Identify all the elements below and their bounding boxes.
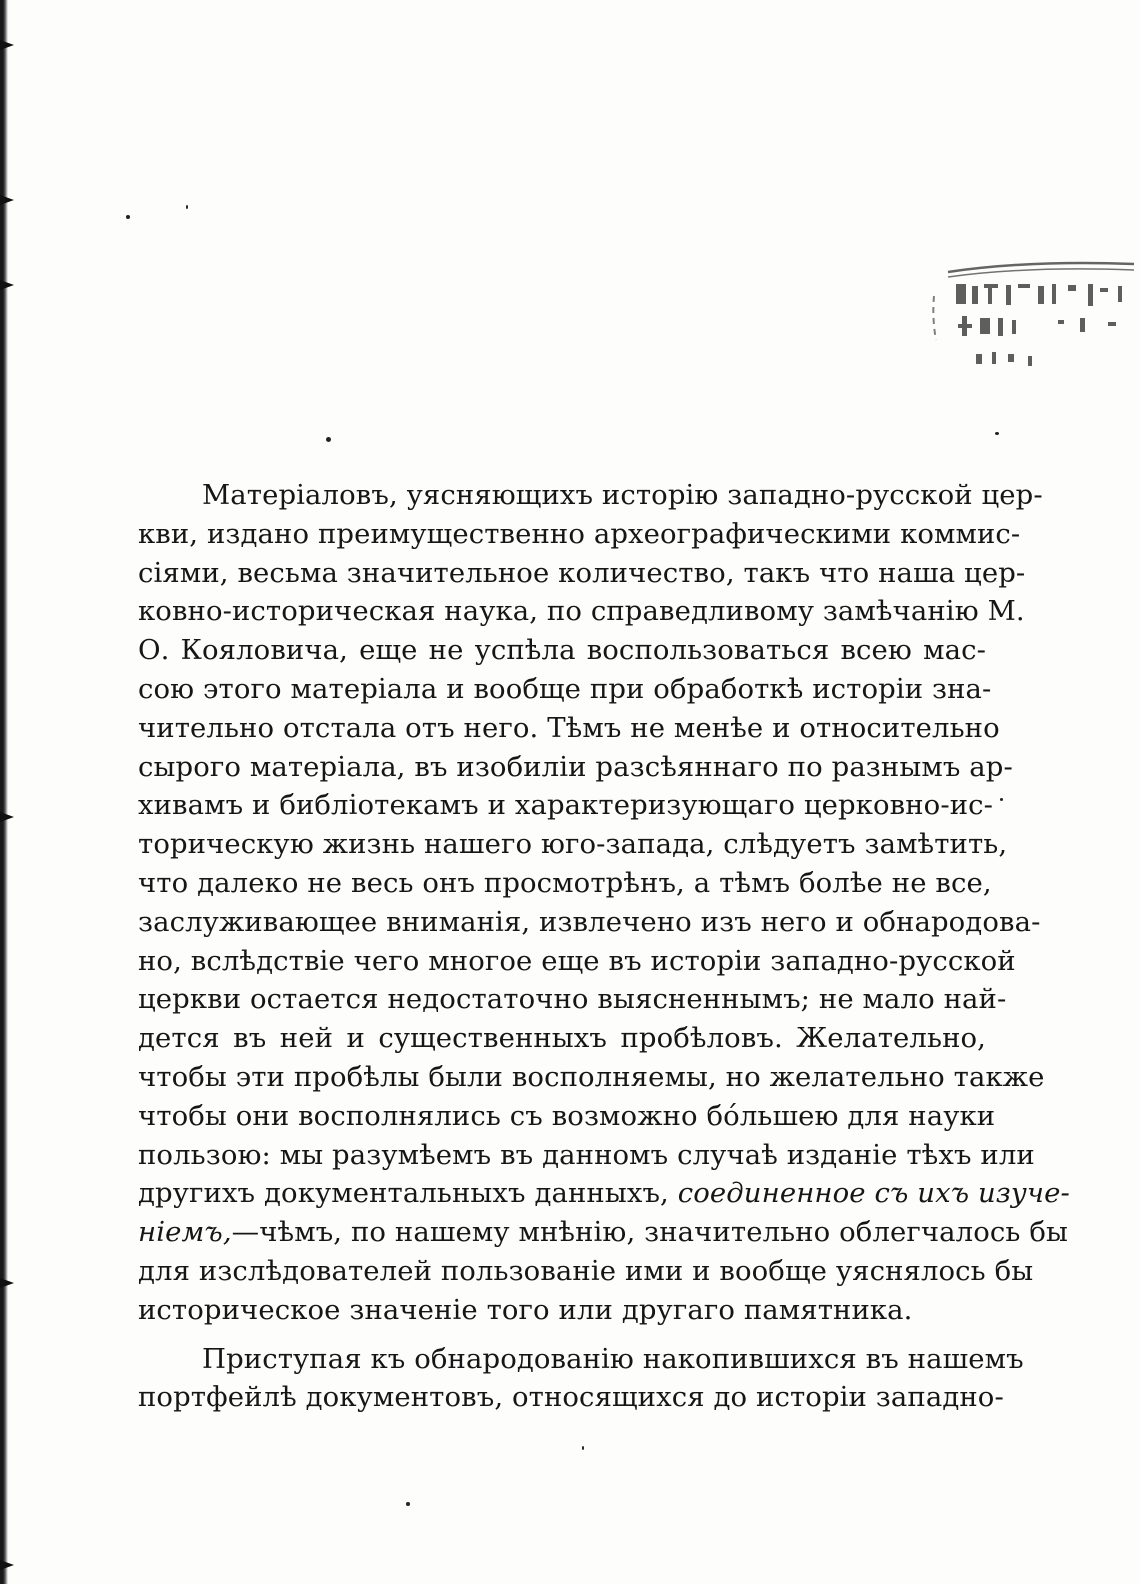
body-text [138, 476, 1070, 1417]
text-line: чтобы они восполнялись съ возможно бо́льшею для науки [138, 1099, 996, 1132]
text-line [138, 1174, 1070, 1213]
speck [995, 432, 999, 435]
text-run: —чѣмъ, по нашему мнѣнію, значительно облегчалось бы [231, 1216, 1068, 1249]
text-line: церкви остается недостаточно выясненнымъ; не мало най- [138, 983, 1007, 1016]
text-line: историческое значеніе того или другаго памятника. [138, 1293, 913, 1326]
text-line: но, вслѣдствіе чего многое еще въ исторіи западно-русской [138, 944, 1016, 977]
text-line: что далеко не весь онъ просмотрѣнъ, а тѣмъ болѣе не все, [138, 866, 992, 899]
text-line: торическую жизнь нашего юго-запада, слѣдуетъ замѣтить, [138, 828, 1008, 861]
text-line: кви, издано преимущественно археографическими коммис- [138, 517, 1021, 550]
text-line: для изслѣдователей пользованіе ими и вообще уяснялось бы [138, 1254, 1034, 1287]
text-line: портфейлѣ документовъ, относящихся до исторіи западно- [138, 1381, 1004, 1414]
paragraph [138, 1340, 1024, 1418]
speck [326, 437, 331, 442]
text-line: заслуживающее вниманія, извлечено изъ него и обнародова- [138, 905, 1041, 938]
text-line: чительно отстала отъ него. Тѣмъ не менѣе и относительно [138, 711, 1000, 744]
text-line: Матеріаловъ, уясняющихъ исторію западно-русской цер- [202, 479, 1043, 511]
text-line: хивамъ и библіотекамъ и характеризующаго церковно-ис- [138, 789, 994, 822]
library-stamp [928, 258, 1140, 378]
speck [406, 1502, 410, 1506]
text-line: сіями, весьма значительное количество, такъ что наша цер- [138, 556, 1026, 589]
text-line: сою этого матеріала и вообще при обработкѣ исторіи зна- [138, 672, 992, 705]
speck [582, 1446, 584, 1450]
text-line: сырого матеріала, въ изобиліи разсѣяннаго по разнымъ ар- [138, 750, 1013, 783]
text-line: О. Кояловича, еще не успѣла воспользоваться всею мас- [138, 634, 986, 667]
text-line: Приступая къ обнародованію накопившихся въ нашемъ [202, 1342, 1024, 1375]
paragraph-gap [138, 1330, 986, 1340]
text-line: пользою: мы разумѣемъ въ данномъ случаѣ изданіе тѣхъ или [138, 1138, 1035, 1171]
speck [186, 205, 188, 209]
italic-phrase: соединенное съ ихъ изуче- [677, 1177, 1070, 1210]
text-line [138, 1213, 1068, 1252]
italic-phrase: ніемъ, [138, 1216, 232, 1249]
text-run: другихъ документальныхъ данныхъ, [138, 1177, 678, 1210]
binding-edge [0, 0, 8, 1584]
text-line: дется въ ней и существенныхъ пробѣловъ. Желательно, [138, 1022, 986, 1055]
text-line: ковно-историческая наука, по справедливому замѣчанію М. [138, 595, 1025, 628]
text-line: чтобы эти пробѣлы были восполняемы, но желательно также [138, 1060, 1045, 1093]
speck [126, 215, 130, 219]
speck [1000, 798, 1003, 801]
paragraph [138, 476, 1070, 1330]
